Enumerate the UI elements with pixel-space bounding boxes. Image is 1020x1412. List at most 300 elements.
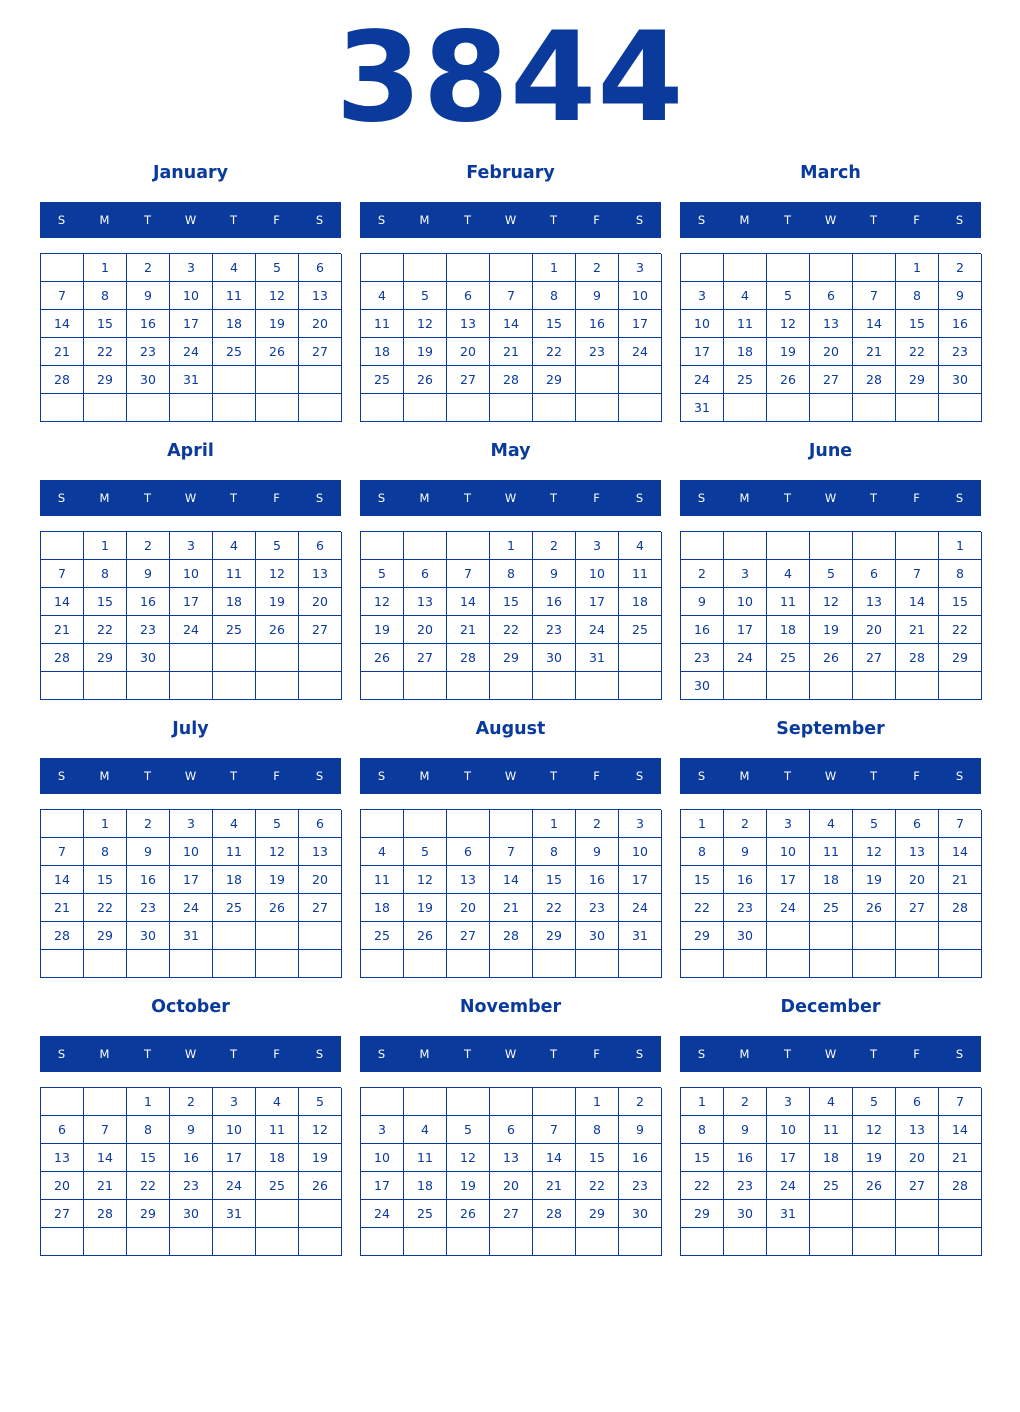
day-cell[interactable]: 13 bbox=[853, 588, 896, 616]
day-cell[interactable]: 2 bbox=[939, 254, 982, 282]
day-cell[interactable]: 20 bbox=[299, 866, 342, 894]
day-cell[interactable]: 10 bbox=[767, 838, 810, 866]
day-cell[interactable]: 30 bbox=[127, 644, 170, 672]
day-cell[interactable]: 2 bbox=[724, 810, 767, 838]
day-cell[interactable]: 1 bbox=[896, 254, 939, 282]
day-cell[interactable]: 16 bbox=[127, 588, 170, 616]
day-cell[interactable]: 26 bbox=[853, 1172, 896, 1200]
day-cell[interactable]: 31 bbox=[170, 366, 213, 394]
day-cell[interactable]: 31 bbox=[681, 394, 724, 422]
day-cell[interactable]: 15 bbox=[533, 866, 576, 894]
day-cell[interactable]: 24 bbox=[767, 894, 810, 922]
day-cell[interactable]: 9 bbox=[619, 1116, 662, 1144]
day-cell[interactable]: 11 bbox=[213, 560, 256, 588]
day-cell[interactable]: 5 bbox=[256, 810, 299, 838]
day-cell[interactable]: 16 bbox=[681, 616, 724, 644]
day-cell[interactable]: 29 bbox=[533, 922, 576, 950]
day-cell[interactable]: 19 bbox=[810, 616, 853, 644]
day-cell[interactable]: 24 bbox=[170, 894, 213, 922]
day-cell[interactable]: 20 bbox=[810, 338, 853, 366]
day-cell[interactable]: 23 bbox=[576, 338, 619, 366]
day-cell[interactable]: 10 bbox=[619, 838, 662, 866]
day-cell[interactable]: 27 bbox=[404, 644, 447, 672]
day-cell[interactable]: 18 bbox=[361, 338, 404, 366]
day-cell[interactable]: 11 bbox=[767, 588, 810, 616]
day-cell[interactable]: 23 bbox=[939, 338, 982, 366]
day-cell[interactable]: 26 bbox=[853, 894, 896, 922]
day-cell[interactable]: 26 bbox=[256, 894, 299, 922]
day-cell[interactable]: 1 bbox=[939, 532, 982, 560]
day-cell[interactable]: 6 bbox=[299, 810, 342, 838]
day-cell[interactable]: 8 bbox=[490, 560, 533, 588]
day-cell[interactable]: 14 bbox=[490, 866, 533, 894]
day-cell[interactable]: 9 bbox=[576, 282, 619, 310]
day-cell[interactable]: 21 bbox=[41, 616, 84, 644]
day-cell[interactable]: 14 bbox=[939, 838, 982, 866]
day-cell[interactable]: 7 bbox=[41, 282, 84, 310]
day-cell[interactable]: 18 bbox=[724, 338, 767, 366]
day-cell[interactable]: 14 bbox=[41, 866, 84, 894]
day-cell[interactable]: 1 bbox=[127, 1088, 170, 1116]
day-cell[interactable]: 21 bbox=[447, 616, 490, 644]
day-cell[interactable]: 12 bbox=[447, 1144, 490, 1172]
day-cell[interactable]: 10 bbox=[681, 310, 724, 338]
day-cell[interactable]: 9 bbox=[681, 588, 724, 616]
day-cell[interactable]: 25 bbox=[404, 1200, 447, 1228]
day-cell[interactable]: 11 bbox=[724, 310, 767, 338]
day-cell[interactable]: 26 bbox=[299, 1172, 342, 1200]
day-cell[interactable]: 2 bbox=[576, 810, 619, 838]
day-cell[interactable]: 7 bbox=[447, 560, 490, 588]
day-cell[interactable]: 25 bbox=[361, 366, 404, 394]
day-cell[interactable]: 27 bbox=[299, 616, 342, 644]
day-cell[interactable]: 20 bbox=[299, 310, 342, 338]
day-cell[interactable]: 27 bbox=[299, 894, 342, 922]
day-cell[interactable]: 20 bbox=[447, 338, 490, 366]
day-cell[interactable]: 2 bbox=[127, 532, 170, 560]
day-cell[interactable]: 30 bbox=[127, 922, 170, 950]
day-cell[interactable]: 5 bbox=[853, 1088, 896, 1116]
day-cell[interactable]: 10 bbox=[213, 1116, 256, 1144]
day-cell[interactable]: 12 bbox=[256, 838, 299, 866]
day-cell[interactable]: 15 bbox=[681, 1144, 724, 1172]
day-cell[interactable]: 2 bbox=[533, 532, 576, 560]
day-cell[interactable]: 31 bbox=[767, 1200, 810, 1228]
day-cell[interactable]: 29 bbox=[84, 922, 127, 950]
day-cell[interactable]: 10 bbox=[361, 1144, 404, 1172]
day-cell[interactable]: 6 bbox=[447, 838, 490, 866]
day-cell[interactable]: 13 bbox=[810, 310, 853, 338]
day-cell[interactable]: 21 bbox=[939, 1144, 982, 1172]
day-cell[interactable]: 7 bbox=[896, 560, 939, 588]
day-cell[interactable]: 10 bbox=[724, 588, 767, 616]
day-cell[interactable]: 30 bbox=[724, 922, 767, 950]
day-cell[interactable]: 30 bbox=[170, 1200, 213, 1228]
day-cell[interactable]: 18 bbox=[213, 866, 256, 894]
day-cell[interactable]: 29 bbox=[896, 366, 939, 394]
day-cell[interactable]: 16 bbox=[127, 310, 170, 338]
day-cell[interactable]: 28 bbox=[939, 894, 982, 922]
day-cell[interactable]: 11 bbox=[213, 282, 256, 310]
day-cell[interactable]: 2 bbox=[127, 810, 170, 838]
day-cell[interactable]: 4 bbox=[361, 282, 404, 310]
day-cell[interactable]: 14 bbox=[853, 310, 896, 338]
day-cell[interactable]: 19 bbox=[447, 1172, 490, 1200]
day-cell[interactable]: 21 bbox=[84, 1172, 127, 1200]
day-cell[interactable]: 28 bbox=[84, 1200, 127, 1228]
day-cell[interactable]: 13 bbox=[447, 310, 490, 338]
day-cell[interactable]: 23 bbox=[533, 616, 576, 644]
day-cell[interactable]: 23 bbox=[724, 894, 767, 922]
day-cell[interactable]: 1 bbox=[84, 532, 127, 560]
day-cell[interactable]: 31 bbox=[619, 922, 662, 950]
day-cell[interactable]: 25 bbox=[361, 922, 404, 950]
day-cell[interactable]: 24 bbox=[170, 338, 213, 366]
day-cell[interactable]: 2 bbox=[576, 254, 619, 282]
day-cell[interactable]: 8 bbox=[896, 282, 939, 310]
day-cell[interactable]: 16 bbox=[939, 310, 982, 338]
day-cell[interactable]: 27 bbox=[41, 1200, 84, 1228]
day-cell[interactable]: 3 bbox=[724, 560, 767, 588]
day-cell[interactable]: 7 bbox=[853, 282, 896, 310]
day-cell[interactable]: 19 bbox=[299, 1144, 342, 1172]
day-cell[interactable]: 21 bbox=[41, 338, 84, 366]
day-cell[interactable]: 19 bbox=[256, 866, 299, 894]
day-cell[interactable]: 22 bbox=[681, 1172, 724, 1200]
day-cell[interactable]: 8 bbox=[127, 1116, 170, 1144]
day-cell[interactable]: 24 bbox=[767, 1172, 810, 1200]
day-cell[interactable]: 7 bbox=[939, 810, 982, 838]
day-cell[interactable]: 6 bbox=[447, 282, 490, 310]
day-cell[interactable]: 11 bbox=[810, 838, 853, 866]
day-cell[interactable]: 5 bbox=[447, 1116, 490, 1144]
day-cell[interactable]: 1 bbox=[681, 1088, 724, 1116]
day-cell[interactable]: 6 bbox=[490, 1116, 533, 1144]
day-cell[interactable]: 25 bbox=[767, 644, 810, 672]
day-cell[interactable]: 20 bbox=[41, 1172, 84, 1200]
day-cell[interactable]: 17 bbox=[213, 1144, 256, 1172]
day-cell[interactable]: 18 bbox=[767, 616, 810, 644]
day-cell[interactable]: 5 bbox=[404, 282, 447, 310]
day-cell[interactable]: 10 bbox=[170, 838, 213, 866]
day-cell[interactable]: 3 bbox=[213, 1088, 256, 1116]
day-cell[interactable]: 19 bbox=[404, 894, 447, 922]
day-cell[interactable]: 8 bbox=[84, 282, 127, 310]
day-cell[interactable]: 25 bbox=[810, 1172, 853, 1200]
day-cell[interactable]: 14 bbox=[939, 1116, 982, 1144]
day-cell[interactable]: 9 bbox=[170, 1116, 213, 1144]
day-cell[interactable]: 3 bbox=[681, 282, 724, 310]
day-cell[interactable]: 22 bbox=[576, 1172, 619, 1200]
day-cell[interactable]: 7 bbox=[41, 838, 84, 866]
day-cell[interactable]: 1 bbox=[576, 1088, 619, 1116]
day-cell[interactable]: 30 bbox=[127, 366, 170, 394]
day-cell[interactable]: 14 bbox=[447, 588, 490, 616]
day-cell[interactable]: 3 bbox=[619, 254, 662, 282]
day-cell[interactable]: 17 bbox=[170, 310, 213, 338]
day-cell[interactable]: 5 bbox=[767, 282, 810, 310]
day-cell[interactable]: 14 bbox=[84, 1144, 127, 1172]
day-cell[interactable]: 16 bbox=[533, 588, 576, 616]
day-cell[interactable]: 7 bbox=[84, 1116, 127, 1144]
day-cell[interactable]: 23 bbox=[170, 1172, 213, 1200]
day-cell[interactable]: 19 bbox=[256, 588, 299, 616]
day-cell[interactable]: 24 bbox=[619, 894, 662, 922]
day-cell[interactable]: 27 bbox=[447, 366, 490, 394]
day-cell[interactable]: 13 bbox=[404, 588, 447, 616]
day-cell[interactable]: 4 bbox=[361, 838, 404, 866]
day-cell[interactable]: 29 bbox=[576, 1200, 619, 1228]
day-cell[interactable]: 20 bbox=[404, 616, 447, 644]
day-cell[interactable]: 4 bbox=[767, 560, 810, 588]
day-cell[interactable]: 7 bbox=[490, 282, 533, 310]
day-cell[interactable]: 22 bbox=[84, 894, 127, 922]
day-cell[interactable]: 12 bbox=[810, 588, 853, 616]
day-cell[interactable]: 5 bbox=[256, 254, 299, 282]
day-cell[interactable]: 25 bbox=[213, 616, 256, 644]
day-cell[interactable]: 23 bbox=[576, 894, 619, 922]
day-cell[interactable]: 26 bbox=[256, 616, 299, 644]
day-cell[interactable]: 20 bbox=[447, 894, 490, 922]
day-cell[interactable]: 22 bbox=[896, 338, 939, 366]
day-cell[interactable]: 27 bbox=[896, 1172, 939, 1200]
day-cell[interactable]: 25 bbox=[256, 1172, 299, 1200]
day-cell[interactable]: 28 bbox=[447, 644, 490, 672]
day-cell[interactable]: 23 bbox=[127, 338, 170, 366]
day-cell[interactable]: 14 bbox=[41, 310, 84, 338]
day-cell[interactable]: 2 bbox=[681, 560, 724, 588]
day-cell[interactable]: 9 bbox=[533, 560, 576, 588]
day-cell[interactable]: 1 bbox=[533, 254, 576, 282]
day-cell[interactable]: 24 bbox=[361, 1200, 404, 1228]
day-cell[interactable]: 18 bbox=[213, 588, 256, 616]
day-cell[interactable]: 28 bbox=[41, 644, 84, 672]
day-cell[interactable]: 30 bbox=[576, 922, 619, 950]
day-cell[interactable]: 15 bbox=[490, 588, 533, 616]
day-cell[interactable]: 18 bbox=[404, 1172, 447, 1200]
day-cell[interactable]: 1 bbox=[533, 810, 576, 838]
day-cell[interactable]: 5 bbox=[361, 560, 404, 588]
day-cell[interactable]: 8 bbox=[533, 838, 576, 866]
day-cell[interactable]: 10 bbox=[619, 282, 662, 310]
day-cell[interactable]: 20 bbox=[299, 588, 342, 616]
day-cell[interactable]: 25 bbox=[810, 894, 853, 922]
day-cell[interactable]: 7 bbox=[939, 1088, 982, 1116]
day-cell[interactable]: 3 bbox=[361, 1116, 404, 1144]
day-cell[interactable]: 17 bbox=[576, 588, 619, 616]
day-cell[interactable]: 11 bbox=[213, 838, 256, 866]
day-cell[interactable]: 10 bbox=[576, 560, 619, 588]
day-cell[interactable]: 1 bbox=[84, 810, 127, 838]
day-cell[interactable]: 27 bbox=[447, 922, 490, 950]
day-cell[interactable]: 22 bbox=[84, 338, 127, 366]
day-cell[interactable]: 16 bbox=[619, 1144, 662, 1172]
day-cell[interactable]: 9 bbox=[724, 838, 767, 866]
day-cell[interactable]: 4 bbox=[256, 1088, 299, 1116]
day-cell[interactable]: 15 bbox=[681, 866, 724, 894]
day-cell[interactable]: 20 bbox=[853, 616, 896, 644]
day-cell[interactable]: 9 bbox=[939, 282, 982, 310]
day-cell[interactable]: 6 bbox=[41, 1116, 84, 1144]
day-cell[interactable]: 18 bbox=[256, 1144, 299, 1172]
day-cell[interactable]: 12 bbox=[404, 310, 447, 338]
day-cell[interactable]: 13 bbox=[447, 866, 490, 894]
day-cell[interactable]: 15 bbox=[84, 588, 127, 616]
day-cell[interactable]: 22 bbox=[490, 616, 533, 644]
day-cell[interactable]: 21 bbox=[853, 338, 896, 366]
day-cell[interactable]: 27 bbox=[810, 366, 853, 394]
day-cell[interactable]: 3 bbox=[619, 810, 662, 838]
day-cell[interactable]: 23 bbox=[127, 616, 170, 644]
day-cell[interactable]: 29 bbox=[681, 922, 724, 950]
day-cell[interactable]: 7 bbox=[490, 838, 533, 866]
day-cell[interactable]: 17 bbox=[724, 616, 767, 644]
day-cell[interactable]: 13 bbox=[299, 282, 342, 310]
day-cell[interactable]: 23 bbox=[681, 644, 724, 672]
day-cell[interactable]: 3 bbox=[767, 1088, 810, 1116]
day-cell[interactable]: 13 bbox=[299, 838, 342, 866]
day-cell[interactable]: 19 bbox=[404, 338, 447, 366]
day-cell[interactable]: 18 bbox=[619, 588, 662, 616]
day-cell[interactable]: 28 bbox=[490, 922, 533, 950]
day-cell[interactable]: 31 bbox=[213, 1200, 256, 1228]
day-cell[interactable]: 13 bbox=[299, 560, 342, 588]
day-cell[interactable]: 29 bbox=[127, 1200, 170, 1228]
day-cell[interactable]: 5 bbox=[299, 1088, 342, 1116]
day-cell[interactable]: 23 bbox=[619, 1172, 662, 1200]
day-cell[interactable]: 9 bbox=[724, 1116, 767, 1144]
day-cell[interactable]: 10 bbox=[767, 1116, 810, 1144]
day-cell[interactable]: 14 bbox=[490, 310, 533, 338]
day-cell[interactable]: 19 bbox=[361, 616, 404, 644]
day-cell[interactable]: 2 bbox=[170, 1088, 213, 1116]
day-cell[interactable]: 14 bbox=[896, 588, 939, 616]
day-cell[interactable]: 28 bbox=[853, 366, 896, 394]
day-cell[interactable]: 24 bbox=[681, 366, 724, 394]
day-cell[interactable]: 9 bbox=[127, 282, 170, 310]
day-cell[interactable]: 8 bbox=[681, 1116, 724, 1144]
day-cell[interactable]: 15 bbox=[84, 866, 127, 894]
day-cell[interactable]: 5 bbox=[853, 810, 896, 838]
day-cell[interactable]: 21 bbox=[490, 338, 533, 366]
day-cell[interactable]: 24 bbox=[170, 616, 213, 644]
day-cell[interactable]: 15 bbox=[896, 310, 939, 338]
day-cell[interactable]: 18 bbox=[361, 894, 404, 922]
day-cell[interactable]: 12 bbox=[853, 838, 896, 866]
day-cell[interactable]: 11 bbox=[361, 866, 404, 894]
day-cell[interactable]: 26 bbox=[404, 366, 447, 394]
day-cell[interactable]: 1 bbox=[490, 532, 533, 560]
day-cell[interactable]: 25 bbox=[724, 366, 767, 394]
day-cell[interactable]: 30 bbox=[724, 1200, 767, 1228]
day-cell[interactable]: 22 bbox=[681, 894, 724, 922]
day-cell[interactable]: 6 bbox=[810, 282, 853, 310]
day-cell[interactable]: 2 bbox=[127, 254, 170, 282]
day-cell[interactable]: 28 bbox=[41, 366, 84, 394]
day-cell[interactable]: 24 bbox=[619, 338, 662, 366]
day-cell[interactable]: 28 bbox=[533, 1200, 576, 1228]
day-cell[interactable]: 21 bbox=[490, 894, 533, 922]
day-cell[interactable]: 12 bbox=[256, 560, 299, 588]
day-cell[interactable]: 6 bbox=[853, 560, 896, 588]
day-cell[interactable]: 30 bbox=[681, 672, 724, 700]
day-cell[interactable]: 9 bbox=[576, 838, 619, 866]
day-cell[interactable]: 17 bbox=[170, 588, 213, 616]
day-cell[interactable]: 8 bbox=[681, 838, 724, 866]
day-cell[interactable]: 21 bbox=[896, 616, 939, 644]
day-cell[interactable]: 13 bbox=[41, 1144, 84, 1172]
day-cell[interactable]: 24 bbox=[724, 644, 767, 672]
day-cell[interactable]: 7 bbox=[41, 560, 84, 588]
day-cell[interactable]: 16 bbox=[724, 866, 767, 894]
day-cell[interactable]: 19 bbox=[256, 310, 299, 338]
day-cell[interactable]: 10 bbox=[170, 282, 213, 310]
day-cell[interactable]: 4 bbox=[810, 810, 853, 838]
day-cell[interactable]: 2 bbox=[724, 1088, 767, 1116]
day-cell[interactable]: 14 bbox=[533, 1144, 576, 1172]
day-cell[interactable]: 15 bbox=[533, 310, 576, 338]
day-cell[interactable]: 21 bbox=[939, 866, 982, 894]
day-cell[interactable]: 6 bbox=[896, 1088, 939, 1116]
day-cell[interactable]: 17 bbox=[619, 310, 662, 338]
day-cell[interactable]: 28 bbox=[41, 922, 84, 950]
day-cell[interactable]: 17 bbox=[681, 338, 724, 366]
day-cell[interactable]: 29 bbox=[533, 366, 576, 394]
day-cell[interactable]: 24 bbox=[213, 1172, 256, 1200]
day-cell[interactable]: 4 bbox=[213, 532, 256, 560]
day-cell[interactable]: 26 bbox=[361, 644, 404, 672]
day-cell[interactable]: 29 bbox=[84, 366, 127, 394]
day-cell[interactable]: 14 bbox=[41, 588, 84, 616]
day-cell[interactable]: 11 bbox=[404, 1144, 447, 1172]
day-cell[interactable]: 3 bbox=[767, 810, 810, 838]
day-cell[interactable]: 10 bbox=[170, 560, 213, 588]
day-cell[interactable]: 28 bbox=[939, 1172, 982, 1200]
day-cell[interactable]: 31 bbox=[576, 644, 619, 672]
day-cell[interactable]: 17 bbox=[767, 866, 810, 894]
day-cell[interactable]: 20 bbox=[896, 1144, 939, 1172]
day-cell[interactable]: 27 bbox=[299, 338, 342, 366]
day-cell[interactable]: 6 bbox=[299, 254, 342, 282]
day-cell[interactable]: 17 bbox=[619, 866, 662, 894]
day-cell[interactable]: 29 bbox=[84, 644, 127, 672]
day-cell[interactable]: 12 bbox=[404, 866, 447, 894]
day-cell[interactable]: 4 bbox=[404, 1116, 447, 1144]
day-cell[interactable]: 18 bbox=[810, 866, 853, 894]
day-cell[interactable]: 19 bbox=[767, 338, 810, 366]
day-cell[interactable]: 18 bbox=[810, 1144, 853, 1172]
day-cell[interactable]: 27 bbox=[853, 644, 896, 672]
day-cell[interactable]: 11 bbox=[256, 1116, 299, 1144]
day-cell[interactable]: 12 bbox=[853, 1116, 896, 1144]
day-cell[interactable]: 4 bbox=[213, 810, 256, 838]
day-cell[interactable]: 22 bbox=[533, 338, 576, 366]
day-cell[interactable]: 15 bbox=[939, 588, 982, 616]
day-cell[interactable]: 28 bbox=[896, 644, 939, 672]
day-cell[interactable]: 26 bbox=[810, 644, 853, 672]
day-cell[interactable]: 15 bbox=[84, 310, 127, 338]
day-cell[interactable]: 25 bbox=[213, 338, 256, 366]
day-cell[interactable]: 22 bbox=[939, 616, 982, 644]
day-cell[interactable]: 20 bbox=[896, 866, 939, 894]
day-cell[interactable]: 30 bbox=[619, 1200, 662, 1228]
day-cell[interactable]: 12 bbox=[256, 282, 299, 310]
day-cell[interactable]: 27 bbox=[896, 894, 939, 922]
day-cell[interactable]: 16 bbox=[127, 866, 170, 894]
day-cell[interactable]: 9 bbox=[127, 560, 170, 588]
day-cell[interactable]: 25 bbox=[213, 894, 256, 922]
day-cell[interactable]: 26 bbox=[447, 1200, 490, 1228]
